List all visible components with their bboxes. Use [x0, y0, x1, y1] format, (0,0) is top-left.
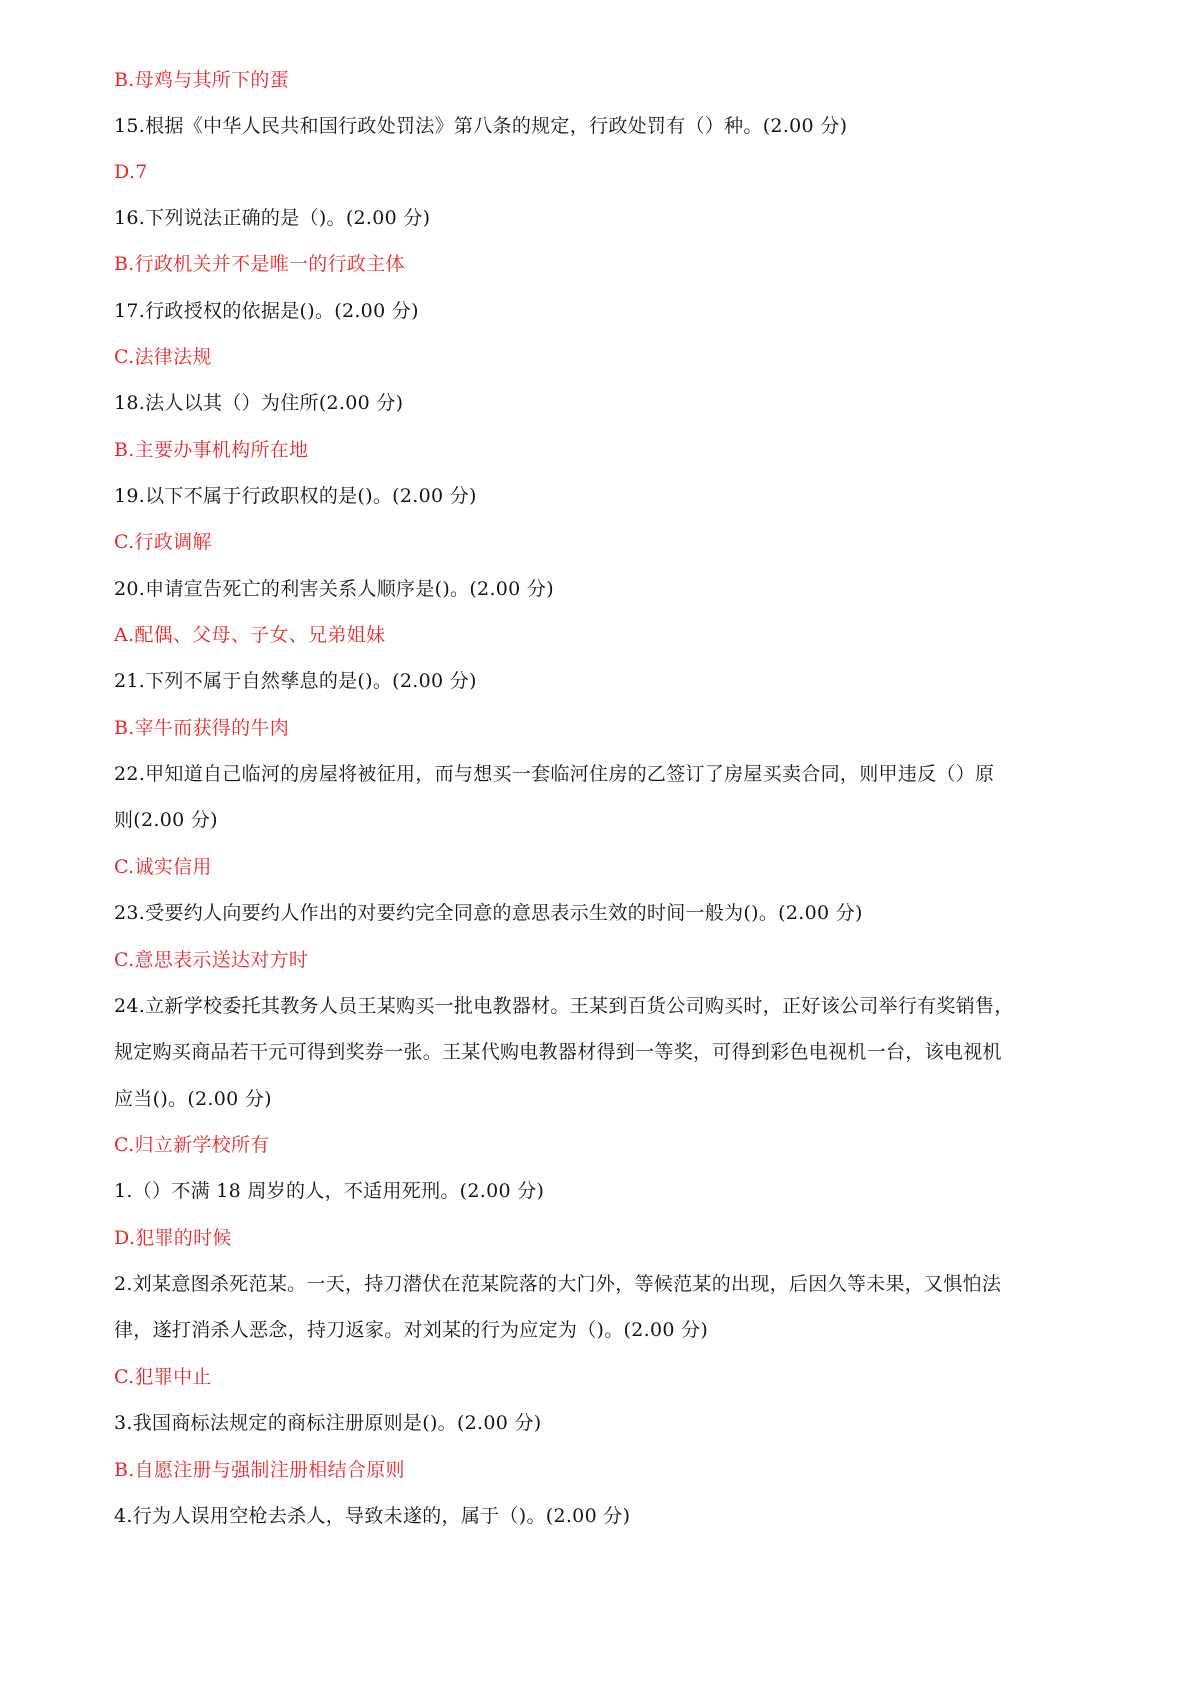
answer-line: B.主要办事机构所在地: [114, 439, 309, 461]
question-line: 规定购买商品若干元可得到奖券一张。王某代购电教器材得到一等奖，可得到彩色电视机一台，该电视机: [114, 1041, 1002, 1063]
question-line: 2.刘某意图杀死范某。一天，持刀潜伏在范某院落的大门外，等候范某的出现，后因久等未果，又惧怕法: [114, 1273, 1002, 1295]
question-line: 24.立新学校委托其教务人员王某购买一批电教器材。王某到百货公司购买时，正好该公司举行有奖销售，: [114, 995, 1014, 1017]
question-line: 1.（）不满 18 周岁的人，不适用死刑。(2.00 分): [114, 1180, 545, 1202]
answer-line: B.行政机关并不是唯一的行政主体: [114, 253, 405, 275]
answer-line: C.诚实信用: [114, 856, 212, 878]
question-line: 4.行为人误用空枪去杀人，导致未遂的，属于（)。(2.00 分): [114, 1505, 631, 1527]
answer-line: C.法律法规: [114, 346, 212, 368]
answer-line: B.宰牛而获得的牛肉: [114, 717, 290, 739]
question-line: 18.法人以其（）为住所(2.00 分): [114, 392, 404, 414]
question-line: 23.受要约人向要约人作出的对要约完全同意的意思表示生效的时间一般为()。(2.00 分): [114, 902, 863, 924]
answer-line: B.自愿注册与强制注册相结合原则: [114, 1459, 405, 1481]
question-line: 3.我国商标法规定的商标注册原则是()。(2.00 分): [114, 1412, 542, 1434]
answer-line: C.犯罪中止: [114, 1366, 212, 1388]
question-line: 16.下列说法正确的是（)。(2.00 分): [114, 207, 431, 229]
question-line: 15.根据《中华人民共和国行政处罚法》第八条的规定，行政处罚有（）种。(2.00 分): [114, 115, 848, 137]
question-line: 应当()。(2.00 分): [114, 1088, 272, 1110]
question-line: 17.行政授权的依据是()。(2.00 分): [114, 300, 419, 322]
answer-line: C.归立新学校所有: [114, 1134, 270, 1156]
question-line: 21.下列不属于自然孳息的是()。(2.00 分): [114, 670, 477, 692]
answer-line: B.母鸡与其所下的蛋: [114, 69, 290, 91]
answer-line: C.意思表示送达对方时: [114, 949, 309, 971]
question-line: 律，遂打消杀人恶念，持刀返家。对刘某的行为应定为（)。(2.00 分): [114, 1319, 709, 1341]
answer-line: D.犯罪的时候: [114, 1227, 232, 1249]
question-line: 19.以下不属于行政职权的是()。(2.00 分): [114, 485, 477, 507]
question-line: 20.申请宣告死亡的利害关系人顺序是()。(2.00 分): [114, 578, 554, 600]
answer-line: C.行政调解: [114, 531, 212, 553]
question-line: 22.甲知道自己临河的房屋将被征用，而与想买一套临河住房的乙签订了房屋买卖合同，则甲违反（）原: [114, 763, 995, 785]
answer-line: D.7: [114, 161, 148, 183]
answer-line: A.配偶、父母、子女、兄弟姐妹: [114, 624, 386, 646]
question-line: 则(2.00 分): [114, 809, 218, 831]
